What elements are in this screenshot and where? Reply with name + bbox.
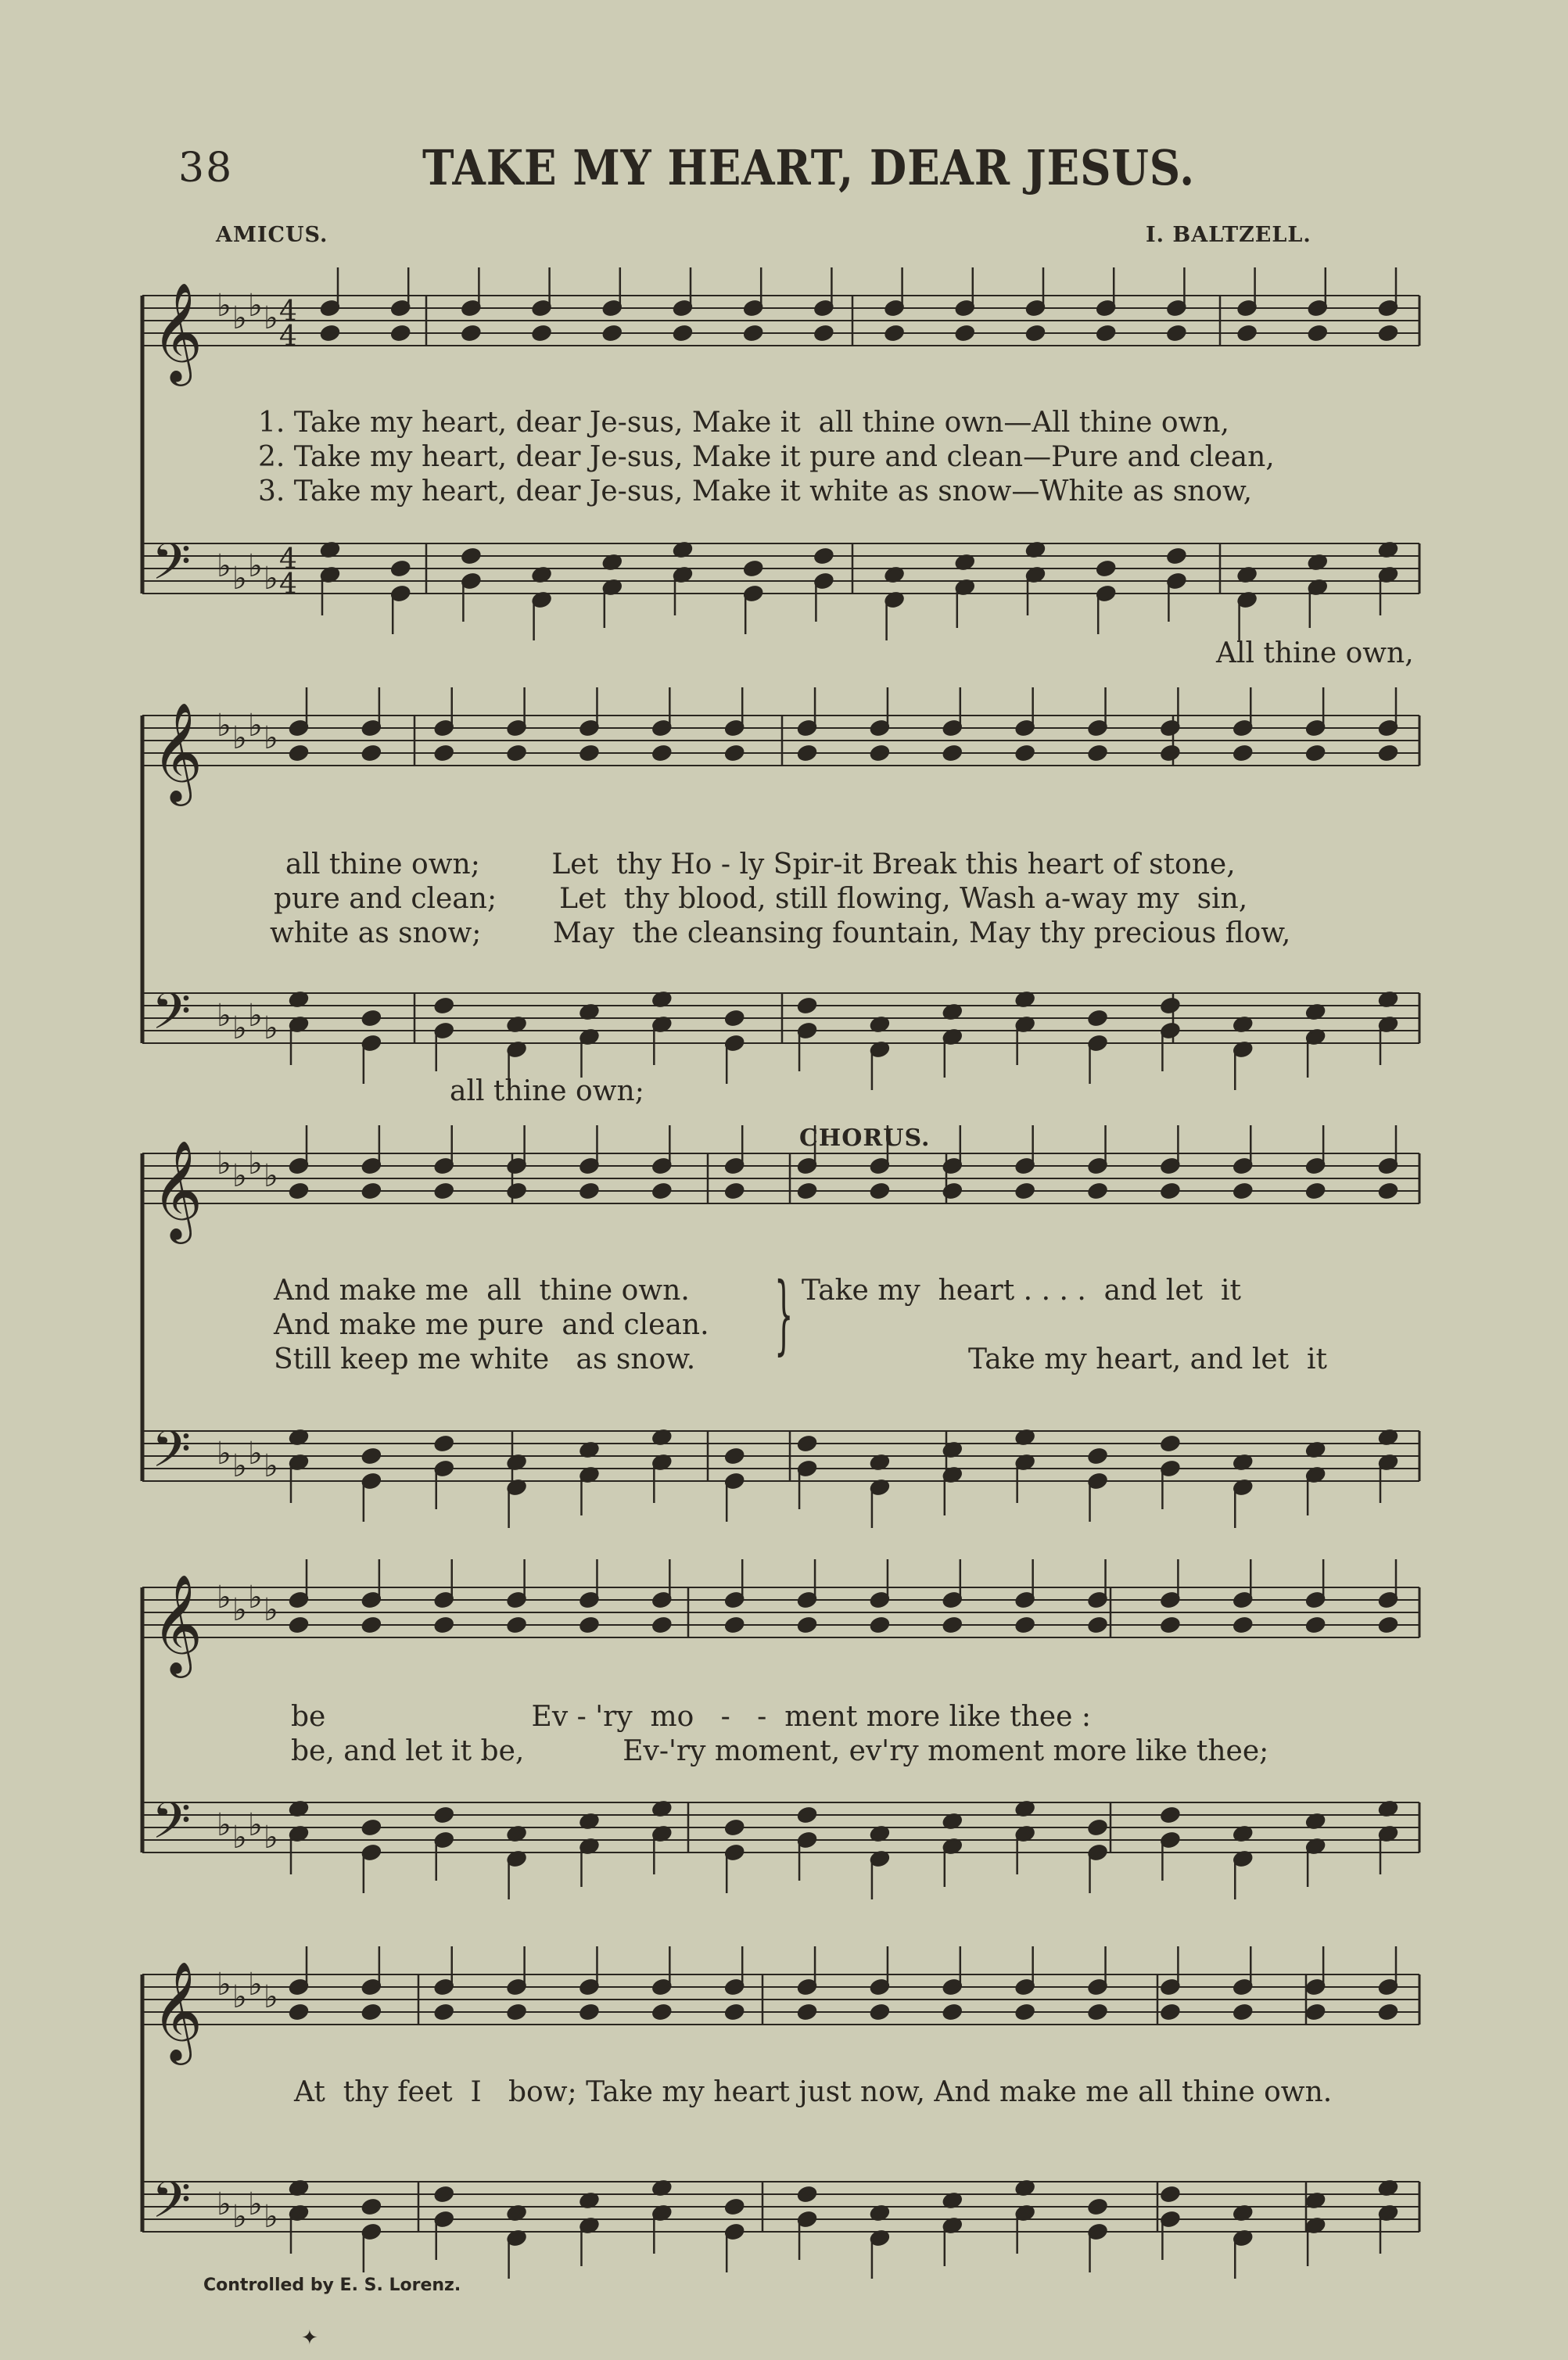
key-signature-flat: ♭ [232, 1448, 247, 1484]
alto-note [579, 1182, 599, 1200]
alto-note [651, 2003, 672, 2021]
verse-2-line-2: pure and clean; Let thy blood, still flowing, Wash a-way my sin, [274, 883, 1248, 915]
treble-clef: 𝄞 [152, 1139, 203, 1239]
alto-note [434, 1182, 454, 1200]
treble-clef: 𝄞 [152, 1573, 203, 1673]
time-signature: 4 [279, 321, 297, 353]
key-signature-flat: ♭ [232, 1592, 247, 1628]
alto-note [870, 1182, 890, 1200]
alto-note [651, 744, 672, 762]
verse-3-line-1: 3. Take my heart, dear Je-sus, Make it white as snow—White as snow, [258, 475, 1253, 508]
treble-clef: 𝄞 [152, 282, 203, 382]
bass-cue-1: All thine own, [1216, 637, 1414, 669]
treble-clef: 𝄞 [152, 701, 203, 802]
chorus-line-2-lower: be, and let it be, Ev-'ry moment, ev'ry moment more like thee; [291, 1735, 1269, 1767]
alto-note [1378, 2003, 1398, 2021]
alto-note [289, 2003, 309, 2021]
alto-note [1160, 1182, 1180, 1200]
bass-clef: 𝄢 [152, 1421, 192, 1491]
verse-1-line-1: 1. Take my heart, dear Je-sus, Make it all thine own—All thine own, [258, 407, 1229, 439]
alto-note [361, 1182, 382, 1200]
alto-note [673, 325, 693, 343]
key-signature-flat: ♭ [248, 1807, 263, 1843]
alto-note [1305, 1616, 1326, 1634]
tenor-note [797, 1435, 817, 1453]
key-signature-flat: ♭ [264, 1820, 278, 1856]
time-signature: 4 [279, 568, 297, 601]
alto-note [870, 2003, 890, 2021]
tenor-note [1087, 1819, 1107, 1837]
alto-note [1087, 744, 1107, 762]
verse-brace: } [774, 1264, 794, 1364]
alto-note [955, 325, 975, 343]
alto-note [289, 744, 309, 762]
alto-note [1096, 325, 1116, 343]
key-signature-flat: ♭ [248, 708, 263, 744]
alto-note [1015, 1616, 1035, 1634]
bass-clef: 𝄢 [152, 1792, 192, 1863]
alto-note [724, 1182, 745, 1200]
tenor-note [797, 1806, 817, 1824]
bass-clef: 𝄢 [152, 533, 192, 604]
alto-note [361, 1616, 382, 1634]
verse-1-line-3: And make me all thine own. [274, 1275, 690, 1307]
key-signature-flat: ♭ [264, 1448, 278, 1484]
alto-note [1166, 325, 1186, 343]
tenor-note [1160, 1435, 1180, 1453]
alto-note [724, 1616, 745, 1634]
chorus-line-3: At thy feet I bow; Take my heart just now, And make me all thine own. [294, 2076, 1333, 2108]
tenor-note [797, 997, 817, 1015]
key-signature-flat: ♭ [217, 548, 231, 584]
key-signature-flat: ♭ [217, 1146, 231, 1182]
chorus-line-2-upper: be Ev - 'ry mo - - ment more like thee : [291, 1701, 1091, 1733]
key-signature-flat: ♭ [217, 2186, 231, 2222]
verse-2-line-3: And make me pure and clean. [274, 1309, 709, 1341]
alto-note [870, 1616, 890, 1634]
key-signature-flat: ♭ [217, 1967, 231, 2003]
alto-note [1015, 1182, 1035, 1200]
verse-1-line-2: all thine own; Let thy Ho - ly Spir-it Break this heart of stone, [285, 848, 1236, 881]
alto-note [797, 744, 817, 762]
tenor-note [1160, 2186, 1180, 2204]
alto-note [942, 744, 963, 762]
alto-note [1305, 744, 1326, 762]
alto-note [1305, 1182, 1326, 1200]
key-signature-flat: ♭ [248, 548, 263, 584]
alto-note [1378, 1616, 1398, 1634]
alto-note [532, 325, 552, 343]
time-signature: 4 [279, 296, 297, 328]
alto-note [1308, 325, 1328, 343]
tenor-note [361, 2198, 382, 2216]
key-signature-flat: ♭ [217, 1436, 231, 1472]
verse-3-line-2: white as snow; May the cleansing fountain, May thy precious flow, [270, 917, 1291, 949]
alto-note [289, 1616, 309, 1634]
alto-note [797, 1616, 817, 1634]
copyright-notice: Controlled by E. S. Lorenz. [203, 2276, 461, 2295]
tenor-note [1160, 997, 1180, 1015]
chorus-soprano-line-1: Take my heart . . . . and let it [802, 1275, 1241, 1307]
tenor-note [434, 2186, 454, 2204]
alto-note [813, 325, 834, 343]
page-number: 38 [178, 145, 234, 192]
tenor-note [461, 547, 481, 565]
alto-note [884, 325, 905, 343]
bass-cue-2: all thine own; [450, 1075, 644, 1107]
tenor-note [724, 2198, 745, 2216]
alto-note [651, 1182, 672, 1200]
alto-note [1160, 2003, 1180, 2021]
treble-clef: 𝄞 [152, 1960, 203, 2061]
tenor-note [434, 997, 454, 1015]
alto-note [434, 744, 454, 762]
tenor-note [724, 1010, 745, 1028]
key-signature-flat: ♭ [232, 1158, 247, 1194]
alto-note [1378, 1182, 1398, 1200]
alto-note [942, 1616, 963, 1634]
key-signature-flat: ♭ [248, 2186, 263, 2222]
tenor-note [390, 560, 411, 578]
alto-note [1087, 1182, 1107, 1200]
alto-note [743, 325, 763, 343]
tenor-note [743, 560, 763, 578]
verse-3-line-3: Still keep me white as snow. [274, 1343, 696, 1375]
alto-note [507, 744, 527, 762]
key-signature-flat: ♭ [217, 998, 231, 1034]
tenor-note [1087, 2198, 1107, 2216]
alto-note [507, 2003, 527, 2021]
alto-note [434, 1616, 454, 1634]
bass-clef: 𝄢 [152, 983, 192, 1053]
lyricist-credit: AMICUS. [216, 223, 328, 247]
tenor-note [724, 1447, 745, 1465]
tenor-note [1096, 560, 1116, 578]
key-signature-flat: ♭ [217, 288, 231, 324]
key-signature-flat: ♭ [248, 998, 263, 1034]
tenor-note [1160, 1806, 1180, 1824]
alto-note [942, 1182, 963, 1200]
key-signature-flat: ♭ [248, 1436, 263, 1472]
key-signature-flat: ♭ [248, 1580, 263, 1616]
key-signature-flat: ♭ [264, 720, 278, 756]
alto-note [390, 325, 411, 343]
alto-note [289, 1182, 309, 1200]
alto-note [361, 2003, 382, 2021]
alto-note [1233, 2003, 1253, 2021]
chorus-bass-line-1: Take my heart, and let it [968, 1343, 1327, 1375]
alto-note [579, 2003, 599, 2021]
alto-note [579, 744, 599, 762]
alto-note [1378, 325, 1398, 343]
alto-note [724, 2003, 745, 2021]
alto-note [1233, 744, 1253, 762]
alto-note [602, 325, 623, 343]
bass-clef: 𝄢 [152, 2172, 192, 2242]
alto-note [1025, 325, 1046, 343]
tenor-note [361, 1819, 382, 1837]
key-signature-flat: ♭ [232, 720, 247, 756]
alto-note [1237, 325, 1258, 343]
key-signature-flat: ♭ [217, 708, 231, 744]
key-signature-flat: ♭ [217, 1807, 231, 1843]
key-signature-flat: ♭ [232, 300, 247, 336]
tenor-note [724, 1819, 745, 1837]
key-signature-flat: ♭ [264, 2199, 278, 2235]
alto-note [434, 2003, 454, 2021]
hymn-title: TAKE MY HEART, DEAR JESUS. [422, 139, 1196, 196]
key-signature-flat: ♭ [232, 1979, 247, 2015]
alto-note [1233, 1616, 1253, 1634]
ornament-mark: ✦ [301, 2326, 318, 2350]
key-signature-flat: ♭ [248, 1146, 263, 1182]
key-signature-flat: ♭ [248, 1967, 263, 2003]
key-signature-flat: ♭ [264, 1979, 278, 2015]
alto-note [797, 2003, 817, 2021]
tenor-note [361, 1010, 382, 1028]
key-signature-flat: ♭ [232, 561, 247, 597]
alto-note [1160, 744, 1180, 762]
alto-note [1305, 2003, 1326, 2021]
alto-note [942, 2003, 963, 2021]
key-signature-flat: ♭ [264, 1592, 278, 1628]
alto-note [1233, 1182, 1253, 1200]
alto-note [1015, 744, 1035, 762]
tenor-note [361, 1447, 382, 1465]
key-signature-flat: ♭ [232, 1820, 247, 1856]
tenor-note [813, 547, 834, 565]
alto-note [797, 1182, 817, 1200]
composer-credit: I. BALTZELL. [1146, 223, 1311, 247]
chorus-label: CHORUS. [799, 1124, 931, 1152]
tenor-note [434, 1806, 454, 1824]
alto-note [361, 744, 382, 762]
alto-note [724, 744, 745, 762]
time-signature: 4 [279, 543, 297, 576]
alto-note [870, 744, 890, 762]
alto-note [507, 1616, 527, 1634]
alto-note [461, 325, 481, 343]
key-signature-flat: ♭ [217, 1580, 231, 1616]
alto-note [579, 1616, 599, 1634]
alto-note [1087, 1616, 1107, 1634]
tenor-note [1087, 1010, 1107, 1028]
alto-note [1087, 2003, 1107, 2021]
key-signature-flat: ♭ [232, 2199, 247, 2235]
alto-note [651, 1616, 672, 1634]
key-signature-flat: ♭ [232, 1010, 247, 1046]
alto-note [1378, 744, 1398, 762]
tenor-note [797, 2186, 817, 2204]
verse-2-line-1: 2. Take my heart, dear Je-sus, Make it pure and clean—Pure and clean, [258, 441, 1275, 473]
key-signature-flat: ♭ [264, 1158, 278, 1194]
key-signature-flat: ♭ [264, 1010, 278, 1046]
tenor-note [434, 1435, 454, 1453]
key-signature-flat: ♭ [248, 288, 263, 324]
alto-note [1160, 1616, 1180, 1634]
tenor-note [1087, 1447, 1107, 1465]
alto-note [320, 325, 340, 343]
key-signature-flat: ♭ [264, 561, 278, 597]
key-signature-flat: ♭ [264, 300, 278, 336]
tenor-note [1166, 547, 1186, 565]
alto-note [507, 1182, 527, 1200]
alto-note [1015, 2003, 1035, 2021]
